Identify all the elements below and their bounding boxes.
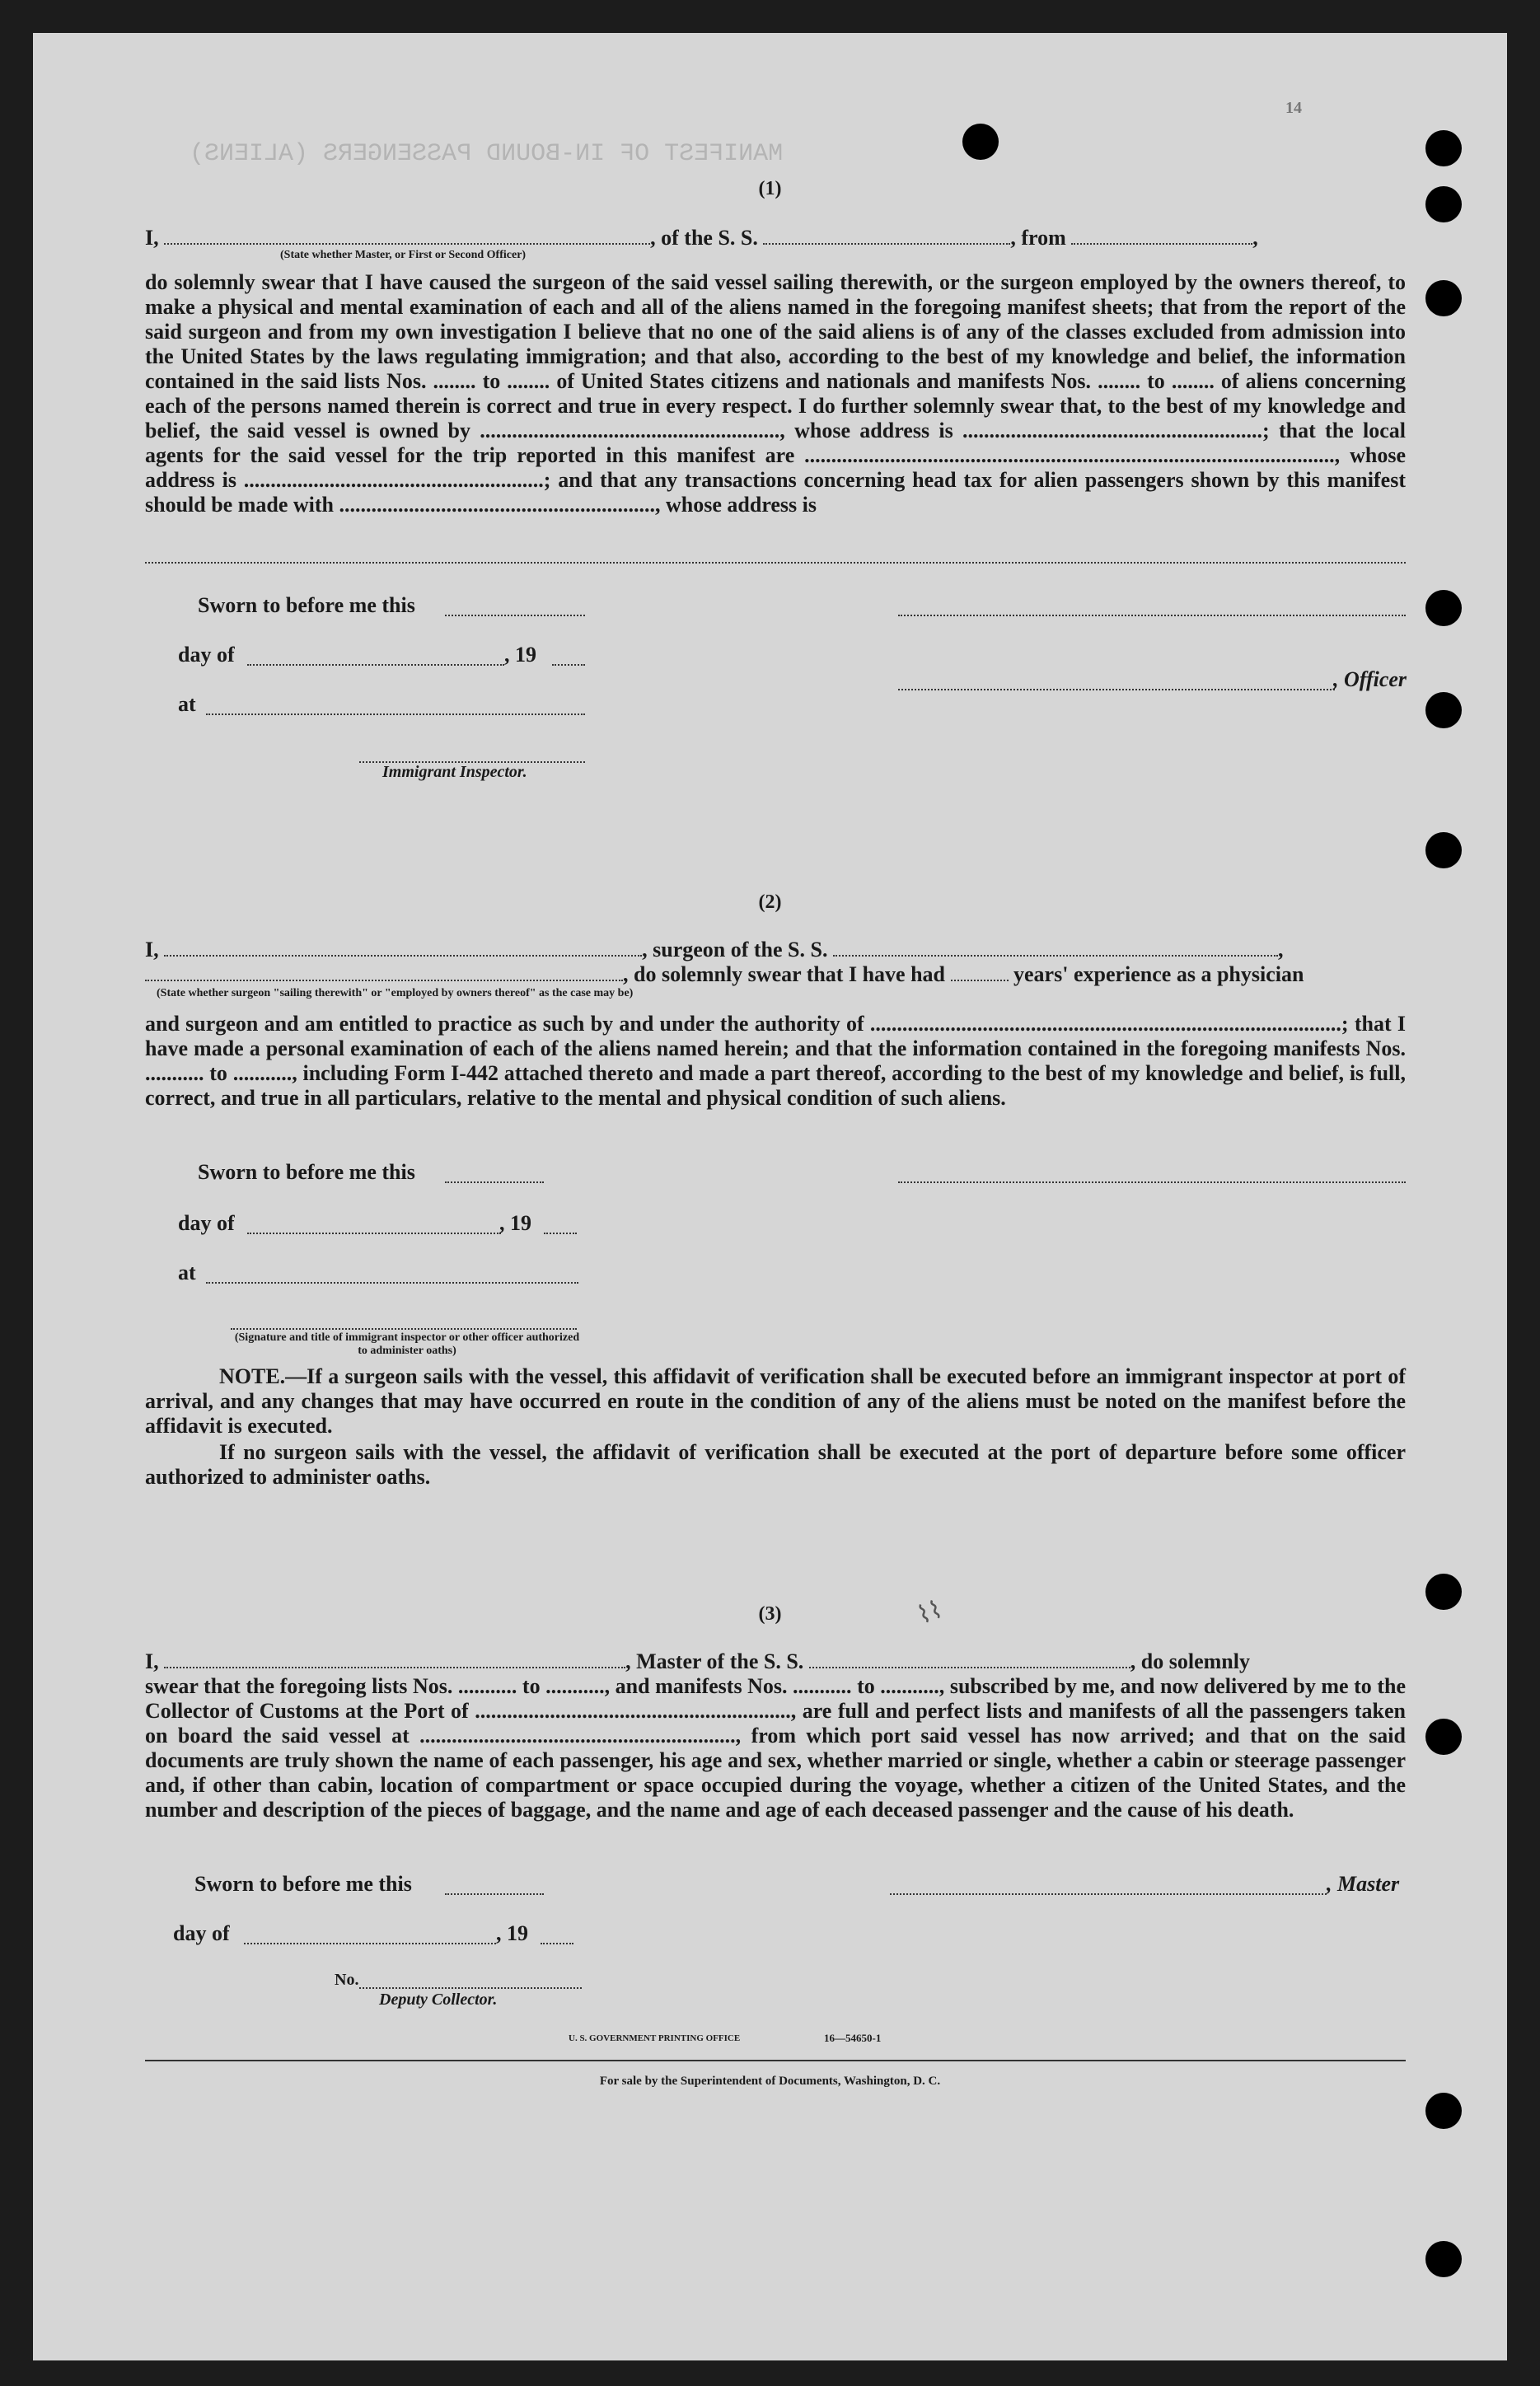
section-1-at-field[interactable] <box>206 712 585 715</box>
section-1-officer-field[interactable] <box>898 687 1335 690</box>
departure-port-field[interactable] <box>1071 228 1252 245</box>
punch-hole-icon <box>1425 832 1462 868</box>
section-2-line-1 <box>145 938 1406 962</box>
section-3-ss-label: , Master of the S. S. <box>625 1649 804 1673</box>
section-2-at-field[interactable] <box>206 1280 578 1284</box>
footer-rule <box>145 2060 1406 2061</box>
vessel-name-field[interactable] <box>763 228 1010 245</box>
section-2-subnote: (State whether surgeon "sailing therewith" or "employed by owners thereof" as the case may be) <box>157 987 634 999</box>
section-2-day-label: day of <box>178 1211 235 1235</box>
surgeon-status-field[interactable] <box>145 965 623 981</box>
surgeon-name-field[interactable] <box>164 940 642 957</box>
section-2-note-2: If no surgeon sails with the vessel, the affidavit of verification shall be executed at the port of departure before some officer authorized to administer oaths. <box>145 1440 1406 1489</box>
comma: , <box>1277 938 1284 961</box>
bleed-through-header: MANIFEST OF IN-BOUND PASSENGERS (ALIENS) <box>190 140 784 168</box>
section-2-sworn-label: Sworn to before me this <box>198 1160 415 1184</box>
section-1-oath-text: do solemnly swear that I have caused the surgeon of the said vessel sailing therewith, or the surgeon employed by the owners thereof, to make a physical and mental examination of each and all of the aliens named in the foregoing manifest sheets; that from the report of the said surgeon and from my own investigation I believe that no one of the said aliens is of any of the classes excluded from admission into the United States by the laws regulating immigration; and that also, according to the best of my knowledge and belief, the information contained in the said lists Nos. ........ to ........ of United States citizens and nationals and manifests Nos. ........ to ........ of aliens concerning each of the persons named therein is correct and true in every respect. I do further solemnly swear that, to the best of my knowledge and belief, the said vessel is owned by ........................................................, whose address is ........................................................; that the local agents for the said vessel for the trip reported in this manifest are ..................................................................................................., whose address is ........................................................; and that any transactions concerning head tax for alien passengers shown by this manifest should be made with ..........................................................., whose address is <box>145 270 1406 517</box>
section-2-signature-field[interactable] <box>898 1180 1406 1183</box>
section-3-collector-field[interactable] <box>359 1986 582 1989</box>
section-2-inspector-field[interactable] <box>231 1326 577 1330</box>
section-3-sworn-field[interactable] <box>445 1892 544 1895</box>
section-2-year-label: , 19 <box>499 1211 531 1235</box>
section-1-bottom-blank[interactable] <box>145 560 1406 564</box>
section-1-inspector-label: Immigrant Inspector. <box>382 763 527 781</box>
section-3-oath-text: swear that the foregoing lists Nos. ........... to ..........., and manifests Nos. ........... to ..........., subscribed by me, and now delivered by me to the Collector of Customs at the Port of ..........................................................., are full and perfect lists and manifests of all the passengers taken on board the said vessel at ..........................................................., from which port said vessel has now arrived; and that on the said documents are truly shown the name of each passenger, his age and sex, whether married or single, whether a cabin or steerage passenger and, if other than cabin, location of compartment or space occupied during the voyage, whether a citizen of the United States, and the number and description of the pieces of baggage, and the name and age of each deceased passenger and the cause of his death. <box>145 1674 1406 1822</box>
section-1-year-label: , 19 <box>504 643 536 667</box>
section-2-oath-text: and surgeon and am entitled to practice as such by and under the authority of ........................................................................................; that I have made a personal examination of each of the aliens named herein; and that the information contained in the foregoing manifests Nos. ........... to ..........., including Form I-442 attached thereto and made a part thereof, according to the best of my knowledge and belief, is full, correct, and true in all particulars, relative to the mental and physical condition of such aliens. <box>145 1012 1406 1110</box>
master-vessel-field[interactable] <box>809 1652 1130 1668</box>
section-3-sworn-label: Sworn to before me this <box>194 1872 412 1896</box>
punch-hole-icon <box>1425 2093 1462 2129</box>
section-1-subnote: (State whether Master, or First or Second Officer) <box>280 249 527 261</box>
section-2-i: I, <box>145 938 159 961</box>
section-2-note-1: NOTE.—If a surgeon sails with the vessel, this affidavit of verification shall be executed before an immigrant inspector at port of arrival, and any changes that may have occurred en route in the condition of any of the aliens must be noted on the manifest before the affidavit is executed. <box>145 1364 1406 1438</box>
footer-form-number: 16—54650-1 <box>824 2032 882 2044</box>
section-2-year-field[interactable] <box>544 1231 577 1234</box>
section-3-no-label: No. <box>335 1971 359 1989</box>
punch-hole-icon <box>1425 130 1462 166</box>
section-2-swear: , do solemnly swear that I have had <box>623 962 946 986</box>
section-1-at-label: at <box>178 692 196 716</box>
years-experience-field[interactable] <box>951 965 1009 981</box>
punch-hole-icon <box>1425 590 1462 626</box>
section-2-sig-note: (Signature and title of immigrant inspector or other officer authorized to administer oaths) <box>234 1331 580 1357</box>
section-3-day-field[interactable] <box>244 1941 496 1944</box>
section-2-heading: (2) <box>758 891 782 913</box>
section-1-from-label: , from <box>1010 226 1066 250</box>
document-page <box>33 33 1507 2360</box>
section-1-i: I, <box>145 226 159 250</box>
footer-sale-note: For sale by the Superintendent of Documents, Washington, D. C. <box>599 2075 941 2088</box>
section-1-sworn-field[interactable] <box>445 613 585 616</box>
master-name-field[interactable] <box>164 1652 625 1668</box>
punch-hole-icon <box>1425 280 1462 316</box>
comma: , <box>1252 226 1258 250</box>
section-1-heading: (1) <box>758 178 782 199</box>
punch-hole-icon <box>962 124 999 160</box>
section-3-year-label: , 19 <box>496 1921 528 1945</box>
punch-hole-icon <box>1425 1719 1462 1755</box>
section-2-at-label: at <box>178 1261 196 1284</box>
section-2-line-2 <box>145 962 1406 987</box>
section-1-oath-line <box>145 226 1406 250</box>
punch-hole-icon <box>1425 2241 1462 2277</box>
section-1-sworn-label: Sworn to before me this <box>198 593 415 617</box>
section-2-sworn-field[interactable] <box>445 1180 544 1183</box>
officer-name-field[interactable] <box>164 228 650 245</box>
page-number-mark: 14 <box>1285 99 1302 117</box>
section-1-ss-label: , of the S. S. <box>650 226 758 250</box>
handwritten-mark-icon: ⌇⌇ <box>914 1595 947 1630</box>
section-2-ss-label: , surgeon of the S. S. <box>642 938 828 961</box>
section-1-signature-field[interactable] <box>898 613 1406 616</box>
section-3-swear-label: , do solemnly <box>1130 1649 1250 1673</box>
section-1-officer-label: , Officer <box>1333 667 1407 691</box>
section-3-i: I, <box>145 1649 159 1673</box>
section-3-heading: (3) <box>758 1603 782 1625</box>
section-3-master-field[interactable] <box>890 1892 1327 1895</box>
section-1-year-field[interactable] <box>552 662 585 666</box>
section-2-day-field[interactable] <box>247 1231 501 1234</box>
section-3-year-field[interactable] <box>541 1941 573 1944</box>
section-3-master-label: , Master <box>1327 1872 1400 1896</box>
section-3-line-1 <box>145 1649 1406 1674</box>
section-1-day-label: day of <box>178 643 235 667</box>
section-1-day-field[interactable] <box>247 662 504 666</box>
punch-hole-icon <box>1425 692 1462 728</box>
section-3-deputy-label: Deputy Collector. <box>379 1991 498 2009</box>
section-2-years: years' experience as a physician <box>1013 962 1304 986</box>
section-3-day-label: day of <box>173 1921 230 1945</box>
surgeon-vessel-field[interactable] <box>833 940 1278 957</box>
footer-gpo: U. S. GOVERNMENT PRINTING OFFICE <box>569 2033 741 2043</box>
